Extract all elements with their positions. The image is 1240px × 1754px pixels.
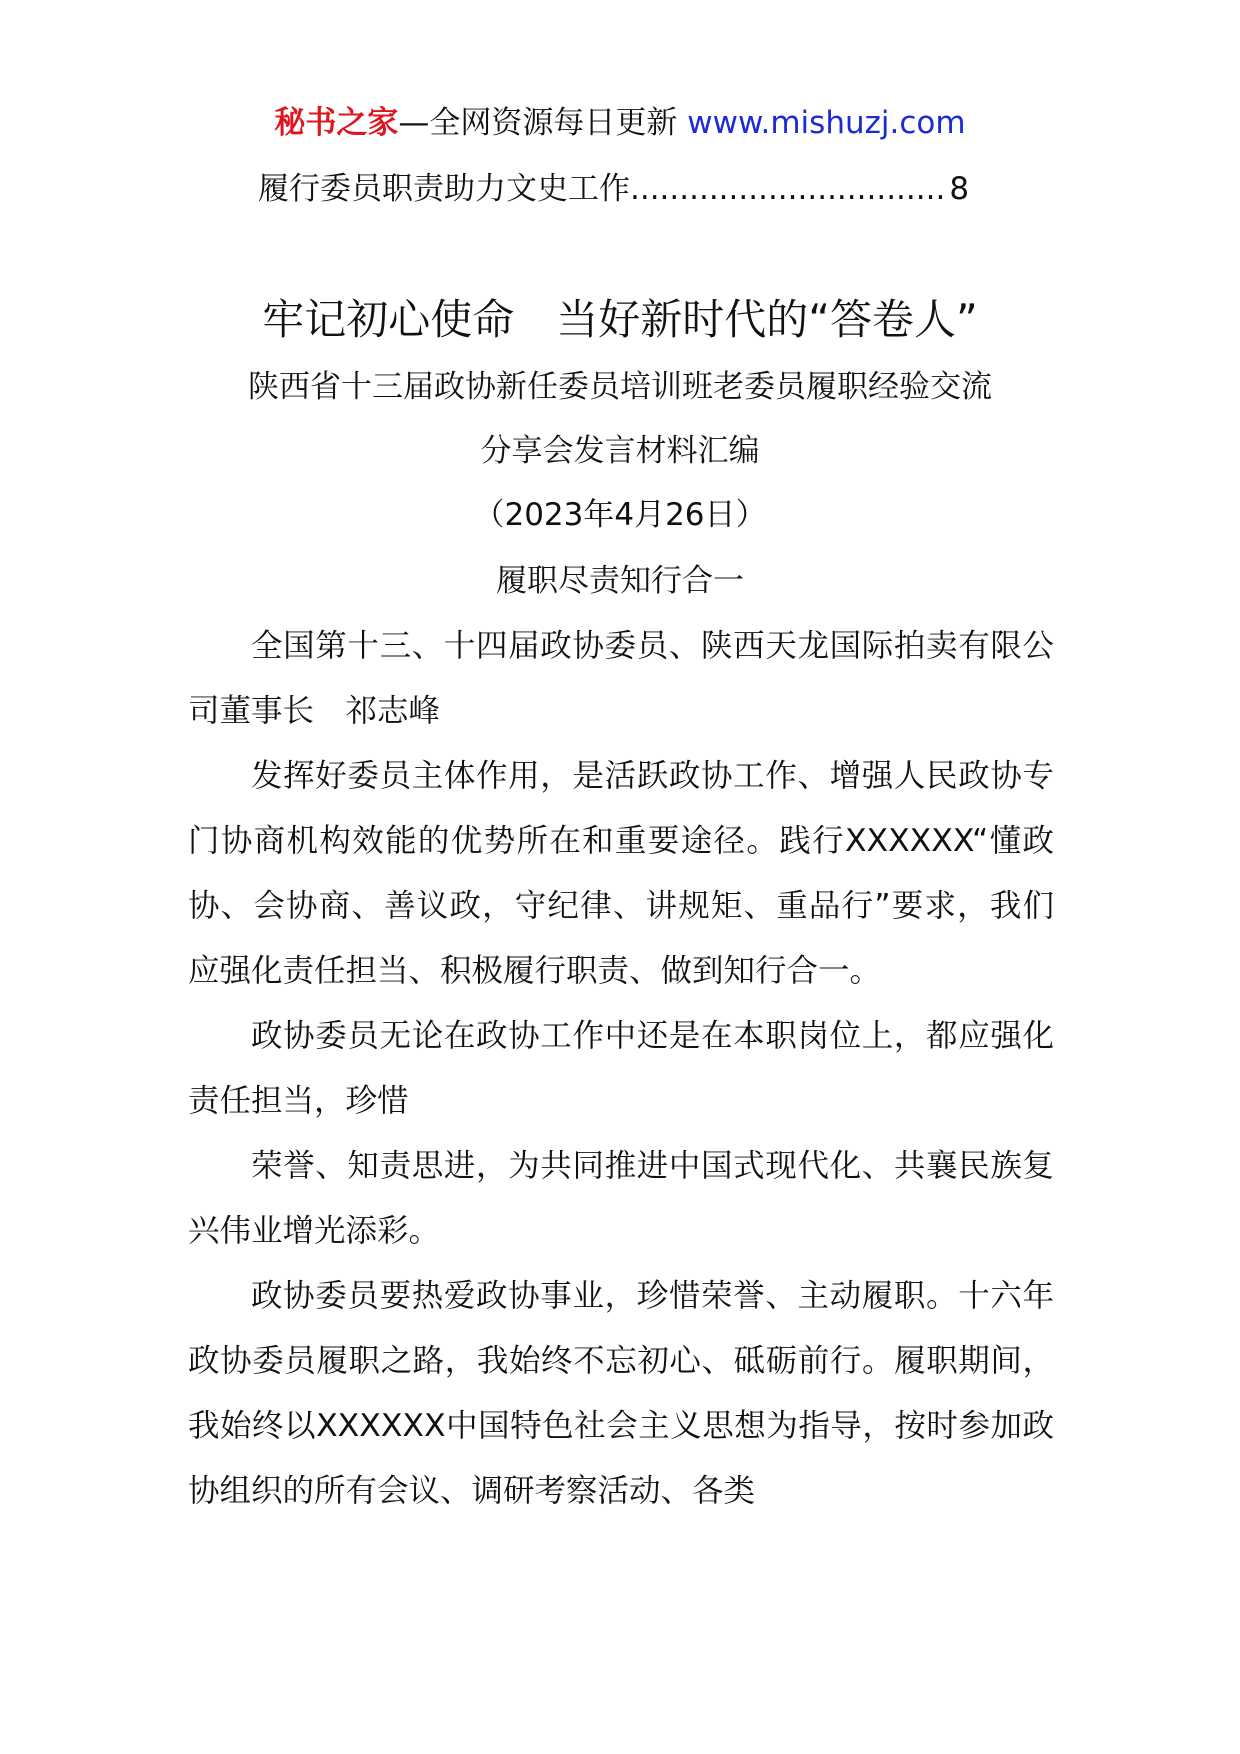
header-tagline: —全网资源每日更新: [398, 105, 678, 141]
body-paragraph: 政协委员要热爱政协事业，珍惜荣誉、主动履职。十六年政协委员履职之路，我始终不忘初心、砥砺前行。履职期间，我始终以XXXXXX中国特色社会主义思想为指导，按时参加政协组织的所有会议、调研考察活动、各类: [188, 1278, 1054, 1509]
document-subtitle-line2: 分享会发言材料汇编: [480, 433, 760, 469]
toc-entry-title: 履行委员职责助力文史工作: [258, 171, 630, 207]
document-date: （2023年4月26日）: [473, 497, 767, 533]
body-paragraph: 发挥好委员主体作用，是活跃政协工作、增强人民政协专门协商机构效能的优势所在和重要途径。践行XXXXXX“懂政协、会协商、善议政，守纪律、讲规矩、重品行”要求，我们应强化责任担当、积极履行职责、做到知行合一。: [188, 758, 1054, 989]
toc-entry[interactable]: [258, 166, 986, 212]
toc-leader-dots: ................................: [630, 171, 946, 207]
website-link[interactable]: www.mishuzj.com: [687, 105, 966, 141]
document-subtitle-line1: 陕西省十三届政协新任委员培训班老委员履职经验交流: [248, 369, 992, 405]
toc-page-number: 8: [949, 171, 970, 207]
body-paragraph: 政协委员无论在政协工作中还是在本职岗位上，都应强化责任担当，珍惜: [188, 1018, 1054, 1119]
site-header: [0, 100, 1240, 146]
body-paragraph: 荣誉、知责思进，为共同推进中国式现代化、共襄民族复兴伟业增光添彩。: [188, 1148, 1054, 1249]
section-title: 履职尽责知行合一: [496, 563, 744, 599]
document-body: [188, 614, 1054, 1524]
brand-name: 秘书之家: [274, 105, 399, 141]
document-title: 牢记初心使命 当好新时代的“答卷人”: [262, 295, 978, 344]
author-line: 全国第十三、十四届政协委员、陕西天龙国际拍卖有限公司董事长 祁志峰: [188, 628, 1054, 729]
